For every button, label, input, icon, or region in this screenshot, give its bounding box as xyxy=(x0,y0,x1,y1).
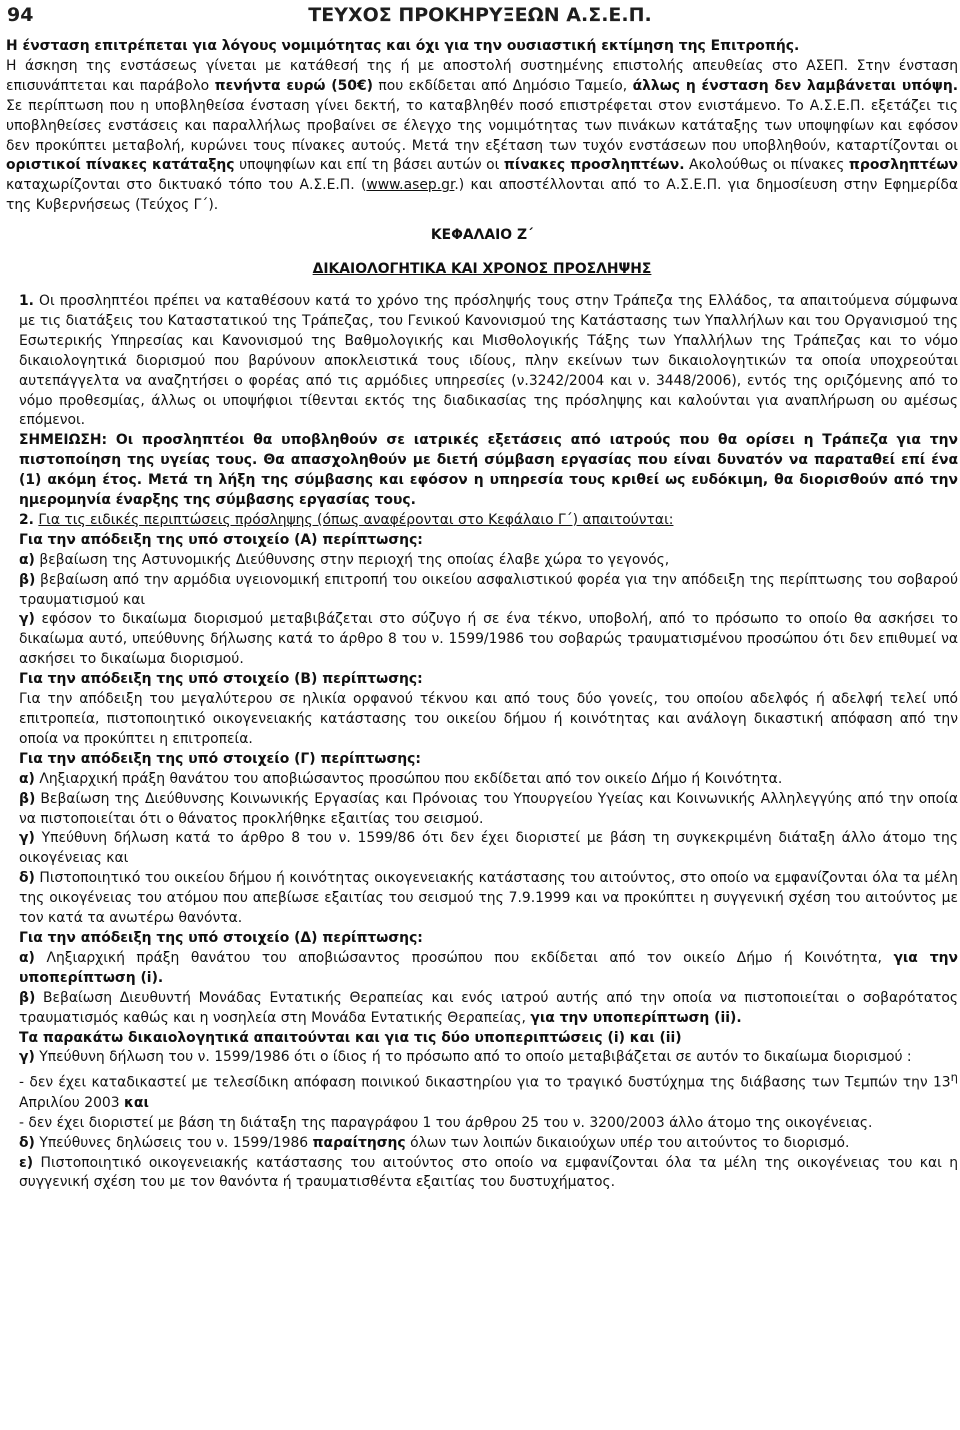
dash-text-end: Απριλίου 2003 xyxy=(19,1094,120,1111)
case-c-heading: Για την απόδειξη της υπό στοιχείο (Γ) περίπτωσης: xyxy=(19,750,421,767)
chapter-number: ΚΕΦΑΛΑΙΟ Ζ΄ xyxy=(430,227,534,244)
objection-submission-text: Η άσκηση της ενστάσεως γίνεται με κατάθεσή της ή με αποστολή συστημένης επιστολής απευθείας στο ΑΣΕΠ. Στην ένσταση επισυνάπτεται και παράβολο xyxy=(6,57,958,94)
objection-paragraph xyxy=(6,57,958,216)
item-label: β) xyxy=(19,790,36,807)
case-c-item-d xyxy=(6,869,958,929)
spacer xyxy=(6,280,958,292)
case-d-item-e xyxy=(6,1154,958,1194)
section-1 xyxy=(6,292,958,431)
item-label: β) xyxy=(19,571,36,588)
item-tail: για την υποπερίπτωση (i). xyxy=(19,949,959,986)
item-text: Βεβαίωση Διευθυντή Μονάδας Εντατικής Θεραπείας και ενός ιατρού αυτής από την οποία να πιστοποιείται ο σοβαρότατος τραυματισμός καθώς και η νοσηλεία στη Μονάδα Εντατικής Θεραπείας, xyxy=(19,989,958,1026)
final-tables: οριστικοί πίνακες κατάταξης xyxy=(6,157,235,174)
tables-posting: καταχωρίζονται στο δικτυακό τόπο του Α.Σ.Ε.Π. ( xyxy=(6,177,367,194)
tables-follow: Ακολούθως οι πίνακες xyxy=(689,157,845,174)
objection-grounds: Η ένσταση επιτρέπεται για λόγους νομιμότητας και όχι για την ουσιαστική εκτίμηση της Επιτροπής. xyxy=(6,38,800,54)
tables-publication: .) και αποστέλλονται από το Α.Σ.Ε.Π. για δημοσίευση στην Εφημερίδα της Κυβερνήσεως (Τεύχος Γ΄). xyxy=(6,177,958,214)
fee-source: που εκδίδεται από Δημόσιο Ταμείο, xyxy=(378,77,628,94)
case-d-dash-1 xyxy=(6,1068,958,1113)
fee-warning: άλλως η ένσταση δεν λαμβάνεται υπόψη. xyxy=(632,77,958,94)
section-1-text: Οι προσληπτέοι πρέπει να καταθέσουν κατά το χρόνο της πρόσληψής τους στην Τράπεζα της Ελλάδος, τα απαιτούμενα σύμφωνα με τις διατάξεις του Καταστατικού της Τράπεζας, του Γενικού Κανονισμού της Κατάστασης των Υπαλλήλων και του Οργανισμού της Εσωτερικής Υπηρεσίας και Κανονισμού της Βαθμολογικής και Μισθολογικής Τάξης των Υπαλλήλων της Τράπεζας και το νόμο δικαιολογητικά διορισμού που βαρύνουν αποκλειστικά τους ιδίους, πλην εκείνων των δικαιολογητικών τα οποία υποχρεούται αυτεπάγγελτα να αναζητήσει ο φορέας από τις αρμόδιες υπηρεσίες (ν.3242/2004 και ν. 3448/2006), εντός της οριζόμενης από το νόμο προθεσμίας, άλλως οι υποψήφιοι τίθενται εκτός της διαδικασίας της πρόσληψης και καλούνται για αναπλήρωση ου αμέσως επόμενοι. xyxy=(19,292,958,429)
case-d-item-d xyxy=(6,1134,958,1154)
item-label: δ) xyxy=(19,870,35,887)
hiring-tables-2: προσληπτέων xyxy=(848,157,958,174)
hiring-tables: πίνακες προσληπτέων. xyxy=(503,157,685,174)
case-d-item-b xyxy=(6,989,958,1029)
dash-text: - δεν έχει καταδικαστεί με τελεσίδικη απόφαση ποινικού δικαστηρίου για το τραγικό δυστύχημα της διάβασης των Τεμπών την 13 xyxy=(19,1074,951,1091)
fee-refund-text: Σε περίπτωση που η υποβληθείσα ένσταση γίνει δεκτή, το καταβληθέν ποσό επιστρέφεται στον ενιστάμενο. Το Α.Σ.Ε.Π. εξετάζει τις υποβληθείσες ενστάσεις και παραλλήλως προβαίνει σε έλεγχο της νομιμότητας των πινάκων κατάταξης των υποψηφίων και εφόσον δεν προκύπτει μεταβολή, κυρώνει τους πίνακες αυτούς. Μετά την εξέταση των τυχόν ενστάσεων που υποβληθούν, καταρτίζονται οι xyxy=(6,97,958,154)
item-label: α) xyxy=(19,551,35,568)
spacer xyxy=(6,246,958,260)
item-text: Ληξιαρχική πράξη θανάτου του αποβιώσαντος προσώπου που εκδίδεται από τον οικείο Δήμο ή Κοινότητα. xyxy=(39,770,783,787)
superscript: η xyxy=(950,1070,958,1085)
section-2-intro-text: Για τις ειδικές περιπτώσεις πρόσληψης (όπως αναφέρονται στο Κεφάλαιο Γ΄) απαιτούνται: xyxy=(38,511,674,528)
note-paragraph: ΣΗΜΕΙΩΣΗ: Οι προσληπτέοι θα υποβληθούν σε ιατρικές εξετάσεις από ιατρούς που θα ορίσει η Τράπεζα για την πιστοποίηση της υγείας τους. Θα απασχοληθούν με διετή σύμβαση εργασίας που είναι δυνατόν να παραταθεί επί ένα (1) ακόμη έτος. Μετά τη λήξη της σύμβασης και εφόσον η υπηρεσία τους κριθεί ως ευδόκιμη, θα διορισθούν από την ημερομηνία έναρξης της σύμβασης εργασίας τους. xyxy=(19,432,958,509)
item-bold: παραίτησης xyxy=(312,1134,406,1151)
case-d-item-a xyxy=(6,949,958,989)
item-label: β) xyxy=(19,989,36,1006)
case-c-item-b xyxy=(6,790,958,830)
item-text: Υπεύθυνη δήλωση του ν. 1599/1986 ότι ο ίδιος ή το πρόσωπο από το οποίο μεταβιβάζεται σε αυτόν το δικαίωμα διορισμού : xyxy=(39,1049,912,1066)
case-c-item-c xyxy=(6,829,958,869)
item-label: α) xyxy=(19,770,35,787)
tables-basis: υποψηφίων και επί τη βάσει αυτών οι xyxy=(239,157,500,174)
document-body xyxy=(6,37,958,1193)
case-d-heading: Για την απόδειξη της υπό στοιχείο (Δ) περίπτωσης: xyxy=(19,929,423,946)
case-a-item-a xyxy=(6,551,958,571)
issue-title: ΤΕΥΧΟΣ ΠΡΟΚΗΡΥΞΕΩΝ Α.Σ.Ε.Π. xyxy=(308,4,652,26)
case-a-heading: Για την απόδειξη της υπό στοιχείο (Α) περίπτωσης: xyxy=(19,531,423,548)
dash-and: και xyxy=(124,1094,149,1111)
section-1-number: 1. xyxy=(19,292,34,309)
section-2-number: 2. xyxy=(19,511,34,528)
item-label: γ) xyxy=(19,830,35,847)
chapter-title: ΔΙΚΑΙΟΛΟΓΗΤΙΚΑ ΚΑΙ ΧΡΟΝΟΣ ΠΡΟΣΛΗΨΗΣ xyxy=(312,261,652,278)
page-header xyxy=(0,4,960,30)
item-text: βεβαίωση από την αρμόδια υγειονομική επιτροπή του οικείου ασφαλιστικού φορέα για την απόδειξη της περίπτωσης του σοβαρού τραυματισμού και xyxy=(19,571,958,608)
item-text: Ληξιαρχική πράξη θανάτου του αποβιώσαντος προσώπου που εκδίδεται από τον οικείο Δήμο ή Κοινότητα, xyxy=(46,949,882,966)
item-label: γ) xyxy=(19,611,35,628)
item-text: Πιστοποιητικό οικογενειακής κατάστασης του αιτούντος στο οποίο να εμφανίζονται όλα τα μέλη της οικογένειας του και η συγγενική σχέση του με τον θανόντα ή τραυματισθέντα εξαιτίας του δυστυχήματος. xyxy=(19,1154,959,1191)
item-text: Υπεύθυνες δηλώσεις του ν. 1599/1986 xyxy=(39,1134,309,1151)
case-d-dash-2: - δεν έχει διοριστεί με βάση τη διάταξη της παραγράφου 1 του άρθρου 25 του ν. 3200/2003 άλλο άτομο της οικογένειας. xyxy=(19,1114,873,1131)
case-d-item-c xyxy=(6,1048,958,1068)
item-text: Πιστοποιητικό του οικείου δήμου ή κοινότητας οικογενειακής κατάστασης του αιτούντος, στο οποίο να εμφανίζονται όλα τα μέλη της οικογένειας του ατόμου που απεβίωσε εξαιτίας του σεισμού της 7.9.1999 και να προκύπτει η συγγενική σχέση του αιτούντος με τον κατά τα ανωτέρω θανόντα. xyxy=(19,870,958,927)
case-b-heading: Για την απόδειξη της υπό στοιχείο (Β) περίπτωσης: xyxy=(19,671,423,688)
case-d-both-heading: Τα παρακάτω δικαιολογητικά απαιτούνται και για τις δύο υποπεριπτώσεις (i) και (ii) xyxy=(19,1029,682,1046)
item-text: Βεβαίωση της Διεύθυνσης Κοινωνικής Εργασίας και Πρόνοιας του Υπουργείου Υγείας και Κοινωνικής Αλληλεγγύης από την οποία να πιστοποιείται ότι ο θάνατος προκλήθηκε εξαιτίας του σεισμού. xyxy=(19,790,958,827)
item-text: εφόσον το δικαίωμα διορισμού μεταβιβάζεται στο σύζυγο ή σε ένα τέκνο, υποβολή, από το πρόσωπο το οποίο θα ασκήσει το δικαίωμα αυτό, υπεύθυνης δήλωσης κατά το άρθρο 8 του ν. 1599/1986 του σοβαρώς τραυματισμένου προσώπου ότι δεν επιθυμεί να ασκήσει το δικαίωμα διορισμού. xyxy=(19,611,958,668)
item-text: Υπεύθυνη δήλωση κατά το άρθρο 8 του ν. 1599/86 ότι δεν έχει διοριστεί με βάση τη συγκεκριμένη διάταξη άλλο άτομο της οικογένειας και xyxy=(19,830,958,867)
section-2-intro xyxy=(6,511,958,531)
case-a-item-b xyxy=(6,571,958,611)
case-c-item-a xyxy=(6,770,958,790)
item-text: βεβαίωση της Αστυνομικής Διεύθυνσης στην περιοχή της οποίας έλαβε χώρα το γεγονός, xyxy=(39,551,670,568)
item-tail: για την υποπερίπτωση (ii). xyxy=(530,1009,742,1026)
fee-amount: πενήντα ευρώ (50€) xyxy=(214,77,373,94)
item-text-2: όλων των λοιπών δικαιούχων υπέρ του αιτούντος το διορισμό. xyxy=(410,1134,850,1151)
item-label: ε) xyxy=(19,1154,34,1171)
page-number: 94 xyxy=(7,4,34,26)
item-label: δ) xyxy=(19,1134,35,1151)
case-a-item-c xyxy=(6,610,958,670)
item-label: γ) xyxy=(19,1049,35,1066)
spacer xyxy=(6,216,958,226)
case-b-text: Για την απόδειξη του μεγαλύτερου σε ηλικία ορφανού τέκνου και από τους δύο γονείς, του οποίου αδελφός ή αδελφή τελεί υπό επιτροπεία, πιστοποιητικό οικογενειακής κατάστασης του οικείου δήμου ή κοινότητας και ανάλογη δικαστική απόφαση από την οποία να προκύπτει η επιτροπεία. xyxy=(19,691,958,747)
website-link[interactable]: www.asep.gr xyxy=(366,177,455,194)
item-label: α) xyxy=(19,949,35,966)
